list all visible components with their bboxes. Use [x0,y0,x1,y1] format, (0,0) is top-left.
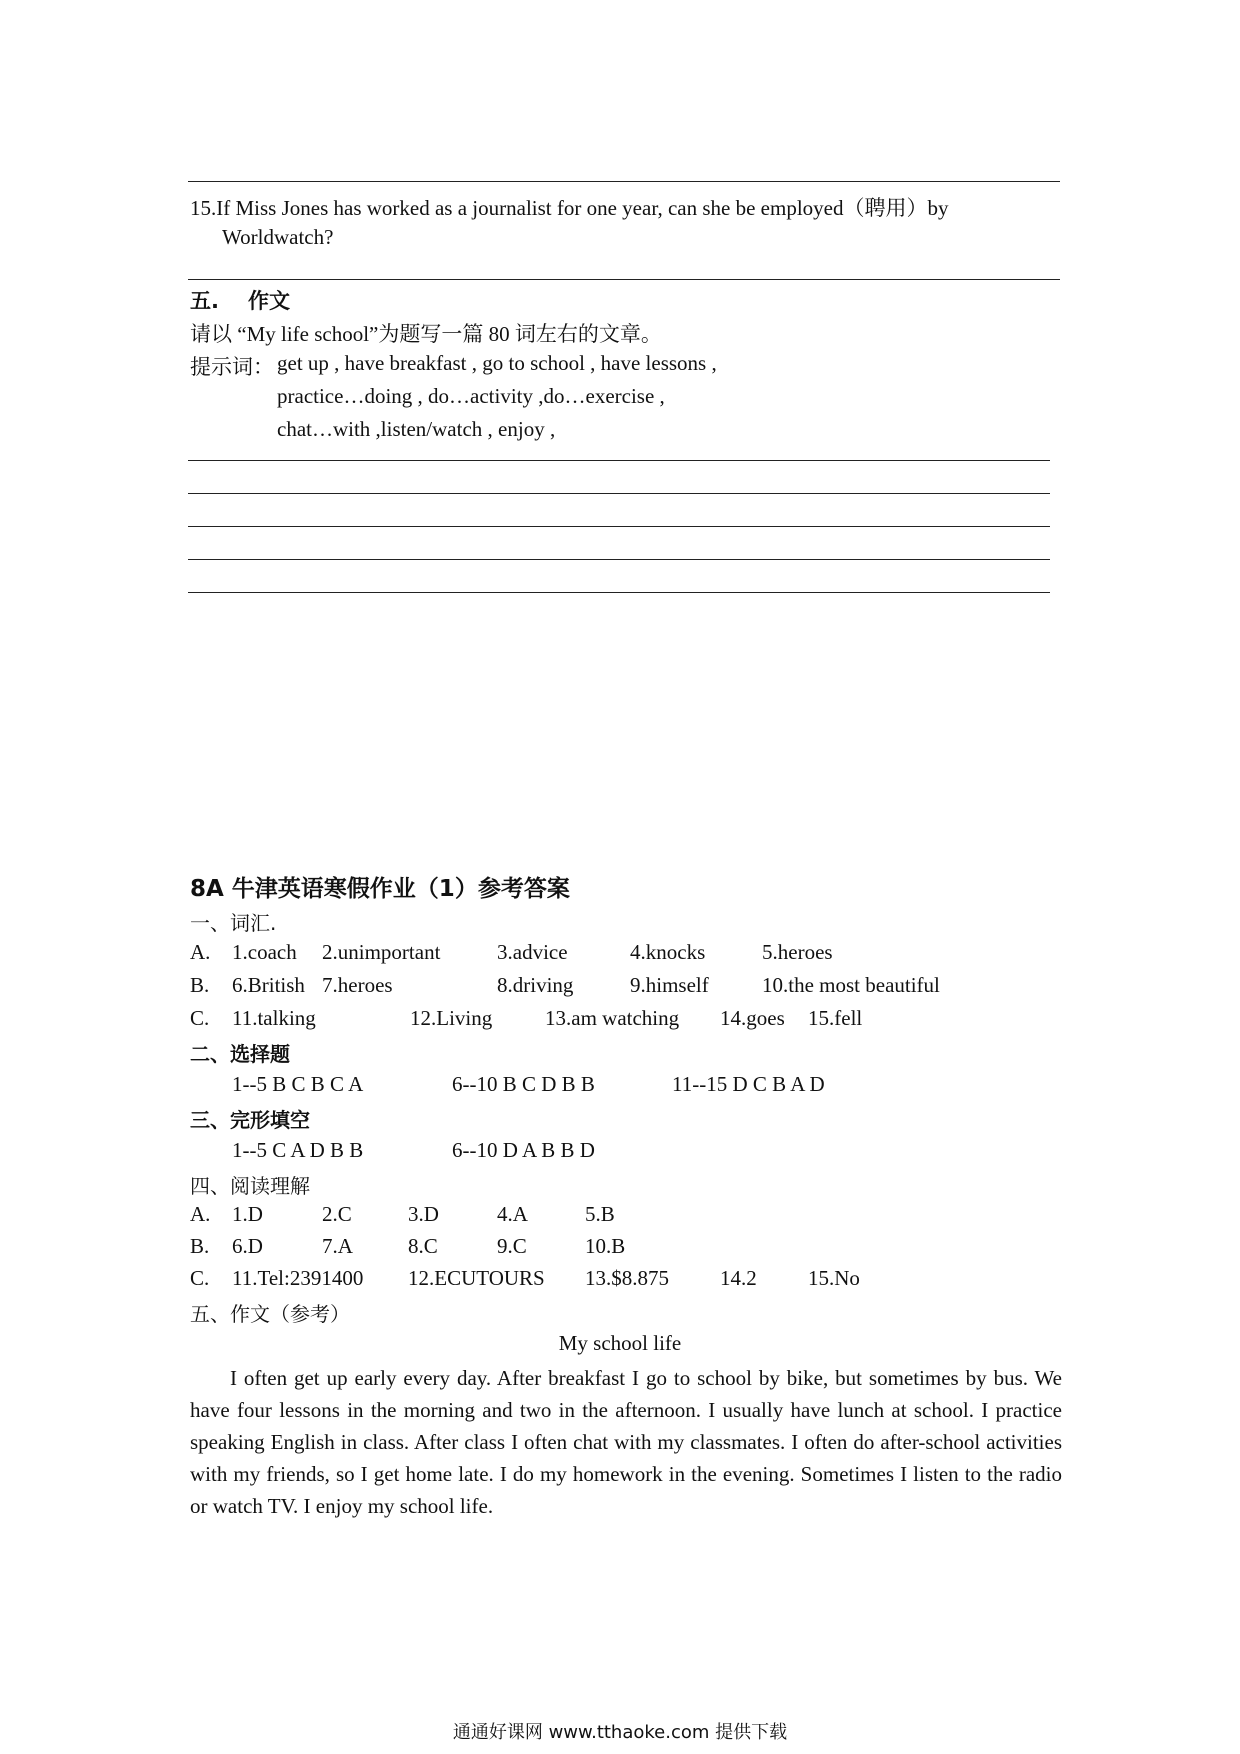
answer-item: 9.himself [630,973,709,997]
answer-item: 9.C [497,1234,527,1258]
answer-item: 3.advice [497,940,568,964]
row-label: C. [190,1266,210,1290]
row-label: A. [190,1202,211,1226]
writing-line [188,460,1050,461]
essay-title: My school life [558,1331,682,1355]
answer-item: 2.unimportant [322,940,441,964]
answer-item: 1--5 B C B C A [232,1072,364,1096]
writing-heading-number: 五. [190,289,219,313]
answer-item: 12.Living [410,1006,493,1030]
hint-line: practice…doing , do…activity ,do…exercise , [277,384,665,408]
essay-paragraph: I often get up early every day. After breakfast I go to school by bike, but sometimes by bus. We have four lessons in the morning and two in the afternoon. I usually have lunch at school. I practice speaking English in class. After class I often chat with my classmates. I often do after-school activities with my friends, so I get home late. I do my homework in the evening. Sometimes I listen to the radio or watch TV. I enjoy my school life. [190,1366,1062,1518]
answer-item: 13.$8.875 [585,1266,669,1290]
question-15-line1: 15.If Miss Jones has worked as a journalist for one year, can she be employed（聘用）by [190,196,949,220]
answer-item: 5.heroes [762,940,833,964]
hint-line: chat…with ,listen/watch , enjoy , [277,417,556,441]
answer-item: 13.am watching [545,1006,680,1030]
hint-label: 提示词： [190,355,274,379]
answer-item: 2.C [322,1202,352,1226]
answer-item: 6--10 B C D B B [452,1072,595,1096]
cloze-heading: 三、完形填空 [190,1108,310,1132]
writing-heading-title: 作文 [248,289,290,313]
answer-item: 1.D [232,1202,263,1226]
answer-item: 15.No [808,1266,860,1290]
answer-item: 12.ECUTOURS [408,1266,545,1290]
row-label: B. [190,973,210,997]
page-footer: 通通好课网 www.tthaoke.com 提供下载 [452,1722,788,1743]
row-label: A. [190,940,211,964]
answer-item: 5.B [585,1202,615,1226]
writing-line [188,493,1050,494]
question-15-line2: Worldwatch? [222,225,334,249]
answer-key-title: 8A 牛津英语寒假作业（1）参考答案 [190,876,570,902]
answer-item: 6.D [232,1234,263,1258]
essay-heading: 五、作文（参考） [190,1302,350,1326]
answer-item: 10.the most beautiful [762,973,940,997]
writing-line [188,559,1050,560]
answer-item: 4.knocks [630,940,706,964]
answer-item: 11.Tel:2391400 [232,1266,364,1290]
answer-item: 1.coach [232,940,297,964]
answer-item: 8.driving [497,973,574,997]
writing-prompt: 请以 “My life school”为题写一篇 80 词左右的文章。 [190,322,662,346]
answer-item: 14.goes [720,1006,785,1030]
answer-line [188,181,1060,182]
answer-line [188,279,1060,280]
answer-item: 7.heroes [322,973,393,997]
answer-item: 14.2 [720,1266,757,1290]
answer-item: 1--5 C A D B B [232,1138,364,1162]
vocab-heading: 一、词汇. [190,911,277,935]
row-label: B. [190,1234,210,1258]
answer-item: 8.C [408,1234,438,1258]
writing-line [188,526,1050,527]
choice-heading: 二、选择题 [190,1042,290,1066]
essay-body [190,1362,1062,1522]
hint-line: get up , have breakfast , go to school , have lessons , [277,351,717,375]
answer-item: 4.A [497,1202,528,1226]
answer-item: 7.A [322,1234,353,1258]
answer-item: 6.British [232,973,305,997]
writing-line [188,592,1050,593]
answer-item: 15.fell [808,1006,863,1030]
answer-item: 6--10 D A B B D [452,1138,595,1162]
row-label: C. [190,1006,210,1030]
answer-item: 3.D [408,1202,439,1226]
answer-item: 11--15 D C B A D [672,1072,825,1096]
answer-item: 11.talking [232,1006,316,1030]
answer-item: 10.B [585,1234,626,1258]
reading-heading: 四、阅读理解 [190,1174,310,1198]
